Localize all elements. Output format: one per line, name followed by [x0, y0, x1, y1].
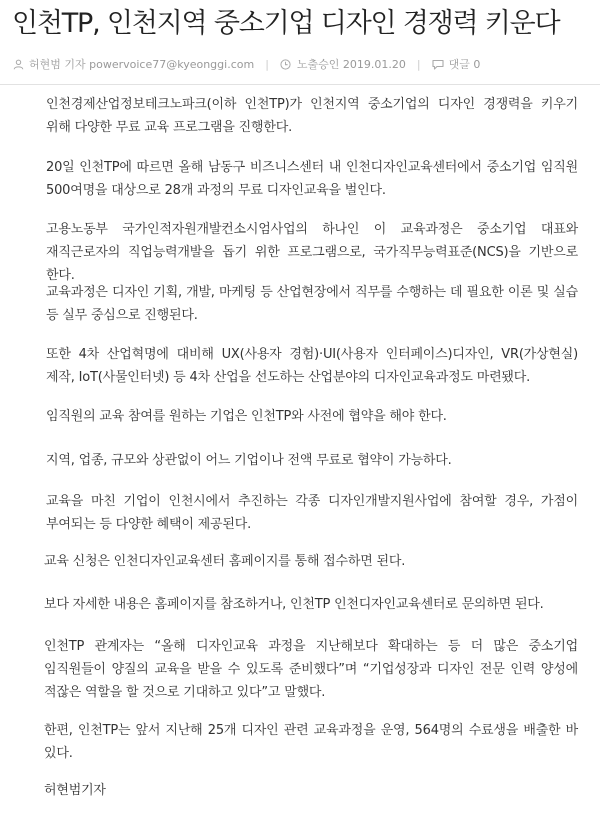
publish-status	[280, 56, 406, 72]
article-paragraph: 보다 자세한 내용은 홈페이지를 참조하거나, 인천TP 인천디자인교육센터로 문의하면 된다.	[44, 597, 544, 612]
author-text: 허현범 기자 powervoice77@kyeonggi.com	[29, 58, 255, 71]
article-paragraph: 한편, 인천TP는 앞서 지난해 25개 디자인 관련 교육과정을 운영, 564명의 수료생을 배출한 바 있다.	[44, 723, 578, 761]
comments-count: 댓글 0	[448, 58, 481, 71]
article-meta	[12, 55, 480, 73]
article-byline: 허현범기자	[44, 783, 106, 798]
article-paragraph: 인천TP 관계자는 “올해 디자인교육 과정을 지난해보다 확대하는 등 더 많은 중소기업 임직원들이 양질의 교육을 받을 수 있도록 준비했다”며 “기업성장과 디자인 전문 인력 양성에 적잖은 역할을 할 것으로 기대하고 있다”고 말했다.	[44, 639, 578, 700]
article-paragraph: 지역, 업종, 규모와 상관없이 어느 기업이나 전액 무료로 협약이 가능하다.	[46, 453, 452, 468]
comments-link[interactable]	[432, 56, 481, 72]
person-icon	[12, 58, 24, 70]
article-paragraph: 교육 신청은 인천디자인교육센터 홈페이지를 통해 접수하면 된다.	[44, 554, 406, 569]
publish-status-text: 노출승인 2019.01.20	[296, 58, 406, 71]
article-headline: 인천TP, 인천지역 중소기업 디자인 경쟁력 키운다	[12, 8, 560, 39]
article-paragraph: 교육을 마친 기업이 인천시에서 추진하는 각종 디자인개발지원사업에 참여할 경우, 가점이 부여되는 등 다양한 혜택이 제공된다.	[46, 494, 578, 532]
meta-separator: |	[416, 57, 421, 71]
article-paragraph: 임직원의 교육 참여를 원하는 기업은 인천TP와 사전에 협약을 해야 한다.	[46, 409, 447, 424]
article-paragraph: 또한 4차 산업혁명에 대비해 UX(사용자 경험)·UI(사용자 인터페이스)디자인, VR(가상현실)제작, IoT(사물인터넷) 등 4차 산업을 선도하는 산업분야의 디자인교육과정도 마련됐다.	[46, 347, 578, 385]
meta-separator: |	[265, 57, 269, 71]
article-paragraph: 20일 인천TP에 따르면 올해 남동구 비즈니스센터 내 인천디자인교육센터에서 중소기업 임직원 500여명을 대상으로 28개 과정의 무료 디자인교육을 벌인다.	[46, 160, 578, 198]
author-info[interactable]	[12, 56, 254, 72]
article-paragraph: 교육과정은 디자인 기획, 개발, 마케팅 등 산업현장에서 직무를 수행하는 데 필요한 이론 및 실습 등 실무 중심으로 진행된다.	[46, 285, 578, 323]
article-paragraph: 고용노동부 국가인적자원개발컨소시엄사업의 하나인 이 교육과정은 중소기업 대표와 재직근로자의 직업능력개발을 돕기 위한 프로그램으로, 국가직무능력표준(NCS)을 기반으로 한다.	[46, 222, 578, 283]
header-divider	[0, 84, 600, 85]
comment-bubble-icon	[432, 58, 444, 70]
clock-icon	[280, 58, 292, 70]
article-paragraph: 인천경제산업정보테크노파크(이하 인천TP)가 인천지역 중소기업의 디자인 경쟁력을 키우기 위해 다양한 무료 교육 프로그램을 진행한다.	[46, 97, 578, 135]
